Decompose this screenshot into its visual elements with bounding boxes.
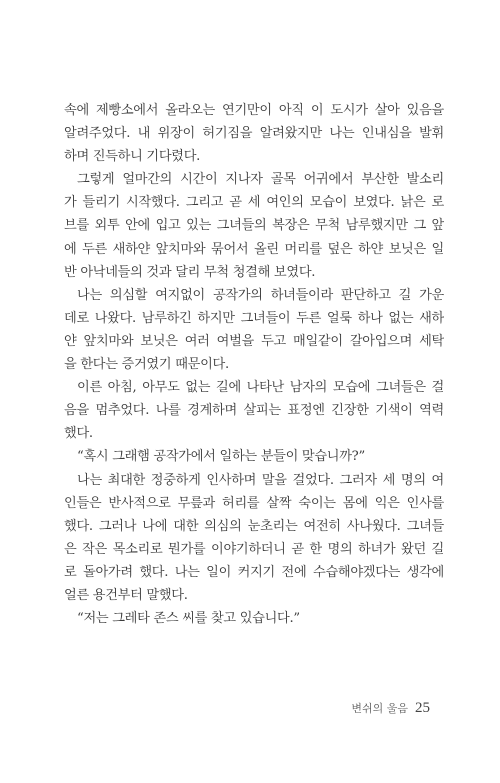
text-line: 알려주었다. 내 위장이 허기짐을 알려왔지만 나는 인내심을 발휘 xyxy=(64,126,444,142)
text-line: 가 들리기 시작했다. 그리고 곧 세 여인의 모습이 보였다. 낡은 로 xyxy=(64,195,444,211)
body-text xyxy=(64,99,444,630)
text-line: 반 아낙네들의 것과 달리 무척 청결해 보였다. xyxy=(64,264,316,280)
text-line: “혹시 그래햄 공작가에서 일하는 분들이 맞습니까?” xyxy=(77,449,365,465)
text-line: 그렇게 얼마간의 시간이 지나자 골목 어귀에서 부산한 발소리 xyxy=(77,172,444,188)
text-line: 하며 진득하니 기다렸다. xyxy=(64,149,201,165)
text-line: 을 한다는 증거였기 때문이다. xyxy=(64,357,229,373)
text-line: 했다. xyxy=(64,426,93,442)
text-line: 이른 아침, 아무도 없는 길에 나타난 남자의 모습에 그녀들은 걸 xyxy=(77,380,444,396)
text-line: “저는 그레타 존스 씨를 찾고 있습니다.” xyxy=(77,611,300,627)
text-line: 브를 외투 안에 입고 있는 그녀들의 복장은 무척 남루했지만 그 앞 xyxy=(64,218,444,234)
text-line: 속에 제빵소에서 올라오는 연기만이 아직 이 도시가 살아 있음을 xyxy=(64,103,444,118)
text-line: 인들은 반사적으로 무릎과 허리를 살짝 숙이는 몸에 익은 인사를 xyxy=(64,495,444,511)
text-line: 했다. 그러나 나에 대한 의심의 눈초리는 여전히 사나웠다. 그녀들 xyxy=(64,518,444,534)
page-number: 25 xyxy=(415,700,430,716)
text-line: 음을 멈추었다. 나를 경계하며 살피는 표정엔 긴장한 기색이 역력 xyxy=(64,403,444,419)
text-line: 에 두른 새하얀 앞치마와 묶어서 올린 머리를 덮은 하얀 보닛은 일 xyxy=(64,241,444,257)
text-line: 나는 의심할 여지없이 공작가의 하녀들이라 판단하고 길 가운 xyxy=(77,287,444,303)
text-line: 나는 최대한 정중하게 인사하며 말을 걸었다. 그러자 세 명의 여 xyxy=(77,472,444,488)
text-line: 로 돌아가려 했다. 나는 일이 커지기 전에 수습해야겠다는 생각에 xyxy=(64,564,444,580)
text-line: 얼른 용건부터 말했다. xyxy=(64,587,188,603)
text-line: 데로 나왔다. 남루하긴 하지만 그녀들이 두른 얼룩 하나 없는 새하 xyxy=(64,310,444,326)
text-line: 얀 앞치마와 보닛은 여러 여벌을 두고 매일같이 갈아입으며 세탁 xyxy=(64,333,444,349)
running-head: 변쉬의 울음 xyxy=(351,702,408,715)
page-footer xyxy=(351,700,430,717)
text-line: 은 작은 목소리로 뭔가를 이야기하더니 곧 한 명의 하녀가 왔던 길 xyxy=(64,541,444,557)
